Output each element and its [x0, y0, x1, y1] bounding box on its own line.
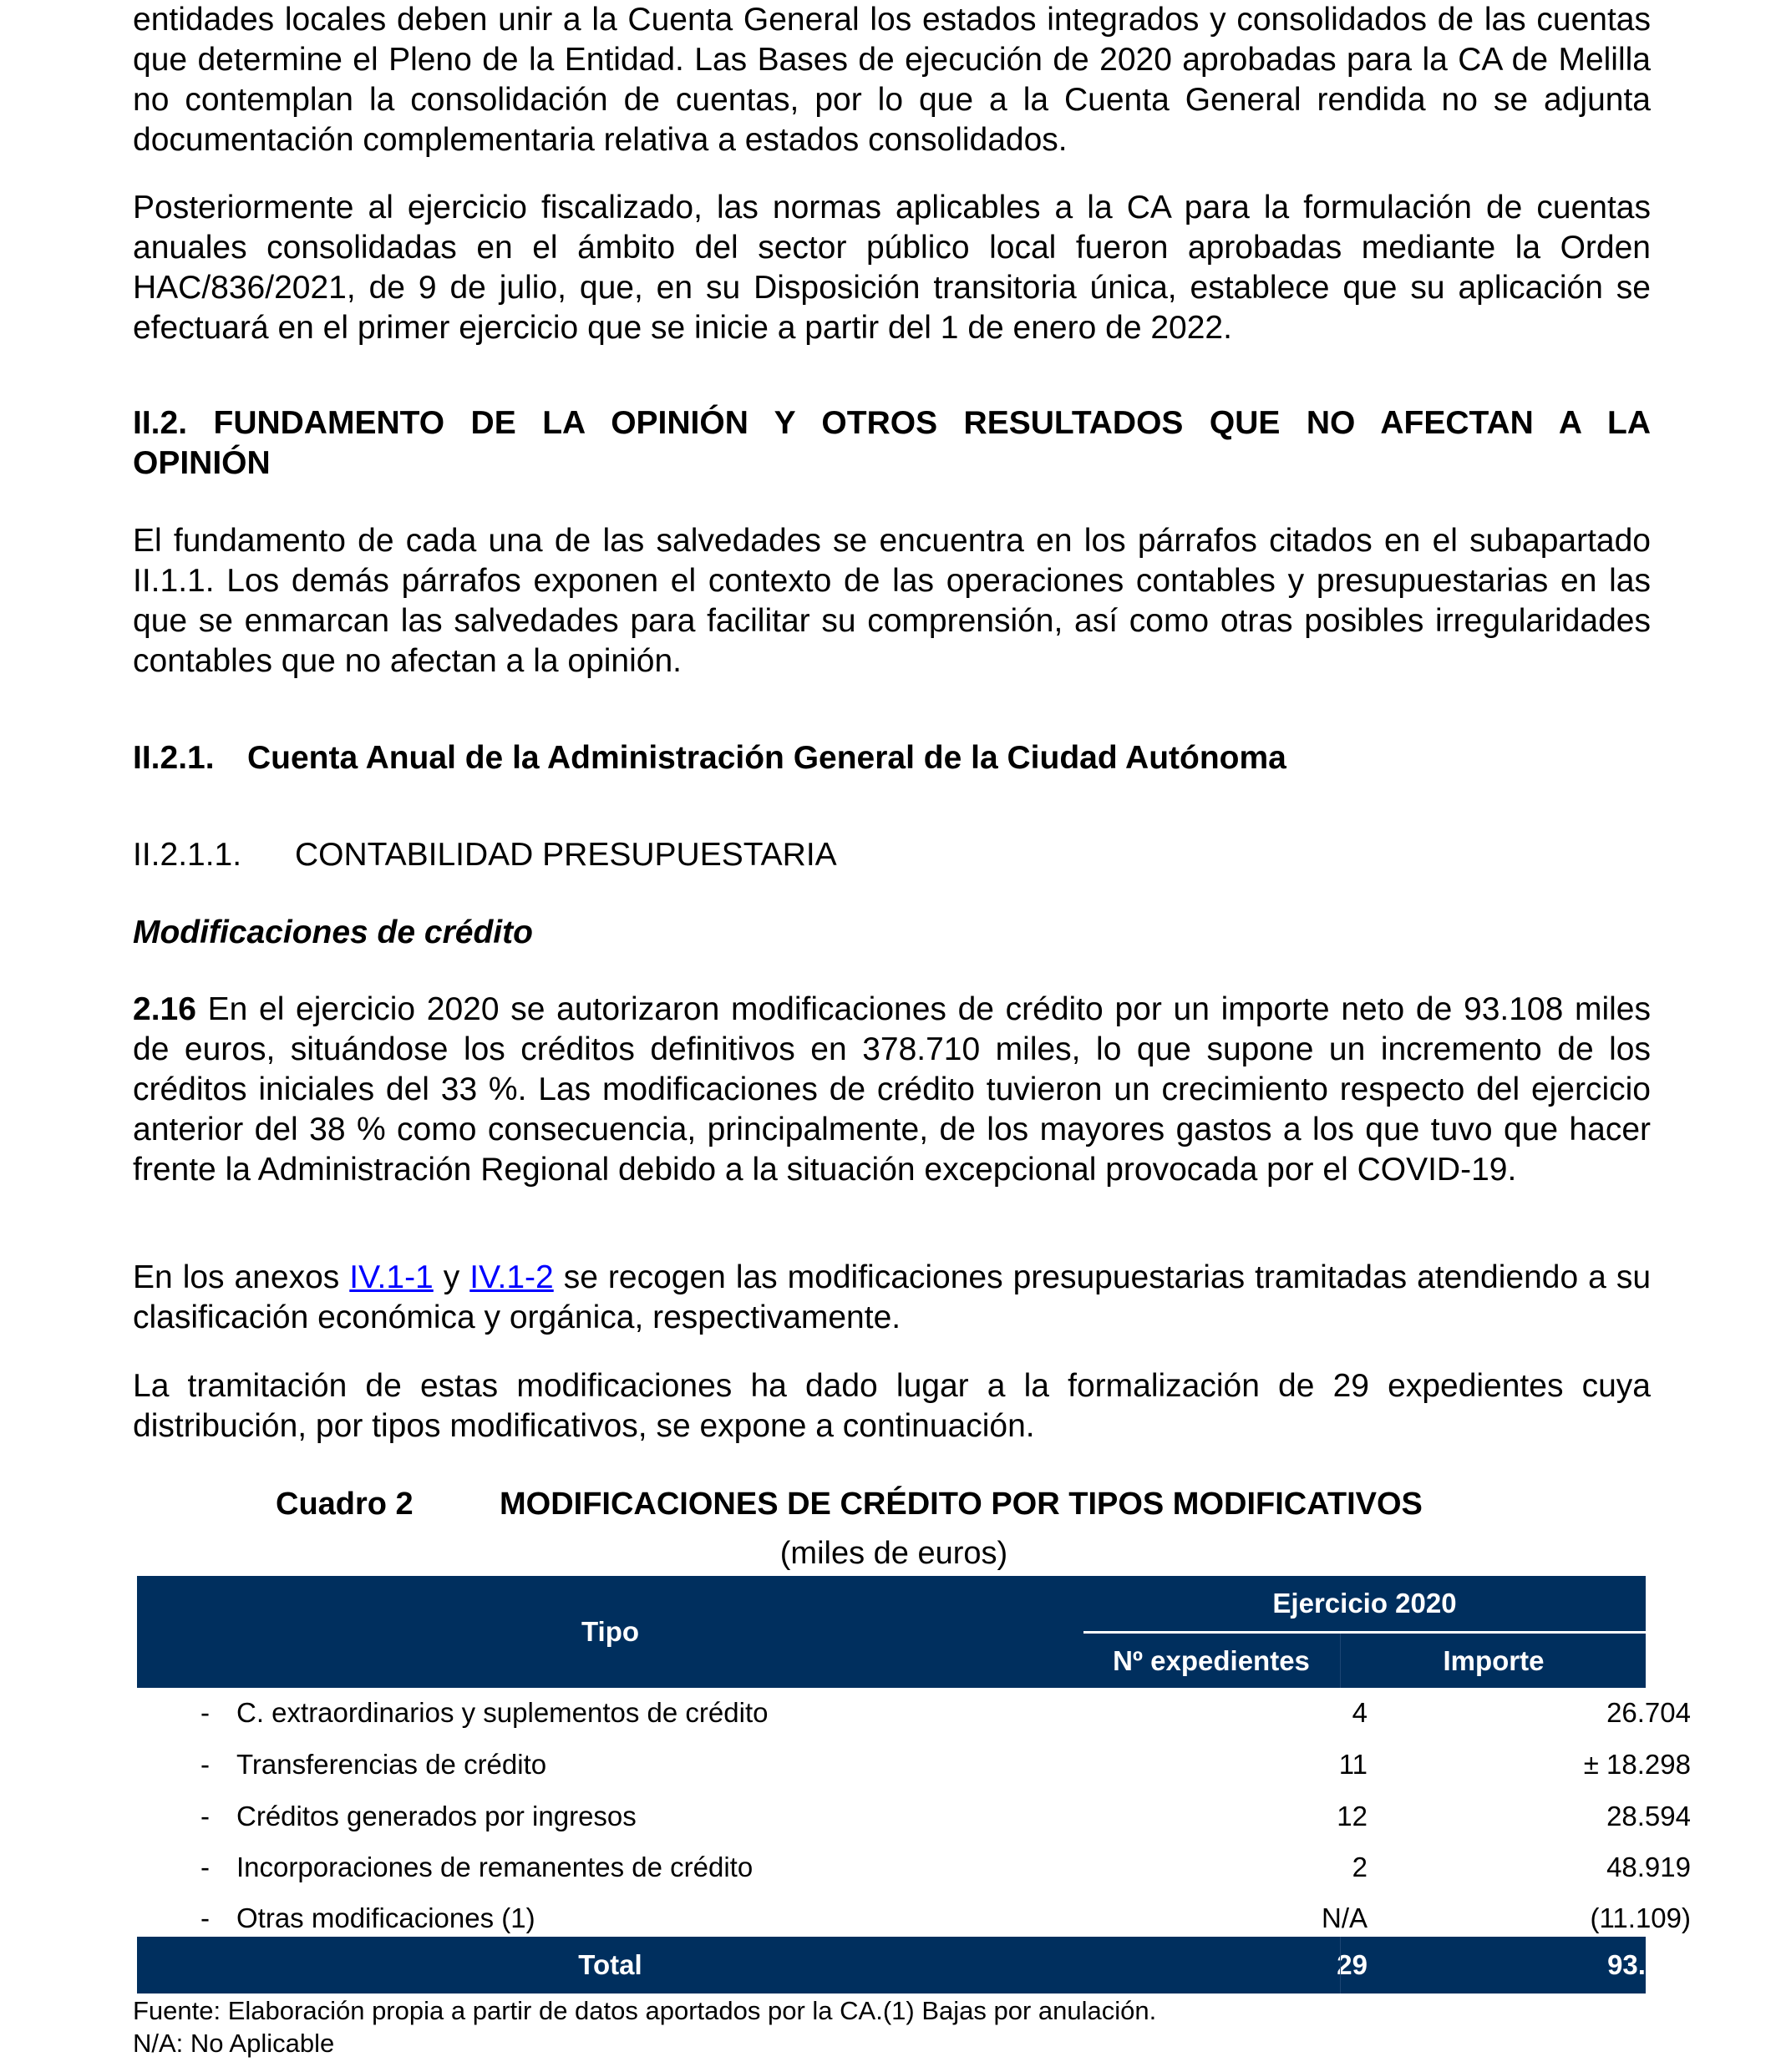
heading-ii21: [133, 738, 1651, 778]
bullet-dash: -: [200, 1749, 210, 1780]
heading-ii21-text: Cuenta Anual de la Administración General de la Ciudad Autónoma: [247, 740, 1286, 776]
table-row: [137, 1687, 1691, 1739]
column-group-ejercicio: Ejercicio 2020: [1083, 1576, 1646, 1634]
table-header: [137, 1576, 1646, 1688]
row-tipo: Otras modificaciones (1): [236, 1902, 535, 1933]
row-tipo: Transferencias de crédito: [236, 1749, 547, 1780]
anexos-text-pre: En los anexos: [133, 1259, 350, 1295]
table-caption-number: Cuadro 2: [276, 1487, 414, 1522]
table-caption-title: MODIFICACIONES DE CRÉDITO POR TIPOS MODIFICATIVOS: [500, 1487, 1423, 1522]
column-header-importe: Importe: [1340, 1634, 1647, 1688]
row-tipo: C. extraordinarios y suplementos de crédito: [236, 1697, 769, 1728]
heading-ii211: [133, 835, 1651, 875]
row-importe: ± 18.298: [1583, 1749, 1691, 1780]
table-total-row: [137, 1937, 1692, 1993]
paragraph-consolidacion: entidades locales deben unir a la Cuenta General los estados integrados y consolidados de las cuentas que determine el Pleno de la Entidad. Las Bases de ejecución de 2020 aprobadas para la CA de Melilla no contemplan la consolidación de cuentas, por lo que a la Cuenta General rendida no se adjunta documentación complementaria relativa a estados consolidados.: [133, 2, 1651, 158]
paragraph-fundamento: El fundamento de cada una de las salvedades se encuentra en los párrafos citados en el subapartado II.1.1. Los demás párrafos exponen el contexto de las operaciones contables y presupuestarias en las que se enmarcan las salvedades para facilitar su comprensión, así como otras posibles irregularidades contables que no afectan a la opinión.: [133, 523, 1651, 679]
row-importe: (11.109): [1590, 1902, 1691, 1933]
paragraph-tramitacion: La tramitación de estas modificaciones ha dado lugar a la formalización de 29 expedientes cuya distribución, por tipos modificativos, se expone a continuación.: [133, 1368, 1651, 1444]
table-footnote-source: Fuente: Elaboración propia a partir de datos aportados por la CA.(1) Bajas por anulación.: [133, 1996, 1157, 2025]
column-header-expedientes: Nº expedientes: [1113, 1644, 1310, 1676]
table-row: [137, 1791, 1691, 1842]
row-expedientes: 4: [1352, 1697, 1368, 1728]
heading-ii211-text: CONTABILIDAD PRESUPUESTARIA: [295, 837, 837, 873]
heading-ii211-number: II.2.1.1.: [133, 837, 242, 873]
row-expedientes: N/A: [1321, 1902, 1368, 1933]
anexos-text-post: se recogen las modificaciones presupuestarias tramitadas atendiendo a su clasificación económica y orgánica, respectivamente.: [133, 1259, 1652, 1335]
table-row: [137, 1841, 1691, 1893]
link-anexo-iv-1-1[interactable]: IV.1-1: [349, 1259, 434, 1295]
row-expedientes: 11: [1338, 1749, 1368, 1780]
table-units: (miles de euros): [779, 1536, 1008, 1571]
heading-modificaciones-credito: Modificaciones de crédito: [133, 914, 533, 950]
total-label: Total: [578, 1949, 642, 1980]
total-expedientes: 29: [1337, 1949, 1368, 1980]
bullet-dash: -: [200, 1852, 210, 1882]
row-tipo: Incorporaciones de remanentes de crédito: [236, 1852, 754, 1882]
heading-ii21-number: II.2.1.: [133, 740, 215, 776]
row-tipo: Créditos generados por ingresos: [236, 1801, 637, 1831]
row-importe: 26.704: [1606, 1697, 1691, 1728]
row-expedientes: 12: [1337, 1801, 1368, 1831]
table-row: [137, 1739, 1691, 1791]
paragraph-2-16-text: En el ejercicio 2020 se autorizaron modificaciones de crédito por un importe neto de 93.108 miles de euros, situándose los créditos definitivos en 378.710 miles, lo que supone un incremento de los créditos iniciales del 33 %. Las modificaciones de crédito tuvieron un crecimiento respecto del ejercicio anterior del 38 % como consecuencia, principalmente, de los mayores gastos a los que tuvo que hacer frente la Administración Regional debido a la situación excepcional provocada por el COVID-19.: [133, 991, 1651, 1188]
bullet-dash: -: [200, 1902, 210, 1933]
bullet-dash: -: [200, 1801, 210, 1831]
paragraph-number: 2.16: [133, 991, 196, 1027]
heading-ii2: II.2. FUNDAMENTO DE LA OPINIÓN Y OTROS RESULTADOS QUE NO AFECTAN A LA OPINIÓN: [133, 405, 1651, 481]
row-expedientes: 2: [1352, 1852, 1368, 1882]
anexos-text-mid: y: [433, 1259, 470, 1295]
row-importe: 48.919: [1606, 1852, 1691, 1882]
paragraph-orden-hac: Posteriormente al ejercicio fiscalizado, las normas aplicables a la CA para la formulación de cuentas anuales consolidadas en el ámbito del sector público local fueron aprobadas mediante la Orden HAC/836/2021, de 9 de julio, que, en su Disposición transitoria única, establece que su aplicación se efectuará en el primer ejercicio que se inicie a partir del 1 de enero de 2022.: [133, 190, 1651, 346]
total-importe: 93.108: [1340, 1937, 1692, 1993]
column-header-tipo: Tipo: [581, 1616, 640, 1647]
link-anexo-iv-1-2[interactable]: IV.1-2: [469, 1259, 554, 1295]
bullet-dash: -: [200, 1697, 210, 1728]
paragraph-2-16: [133, 990, 1651, 1190]
row-importe: 28.594: [1606, 1801, 1691, 1831]
table-footnote-na: N/A: No Aplicable: [133, 2029, 335, 2058]
paragraph-anexos: [133, 1258, 1651, 1338]
